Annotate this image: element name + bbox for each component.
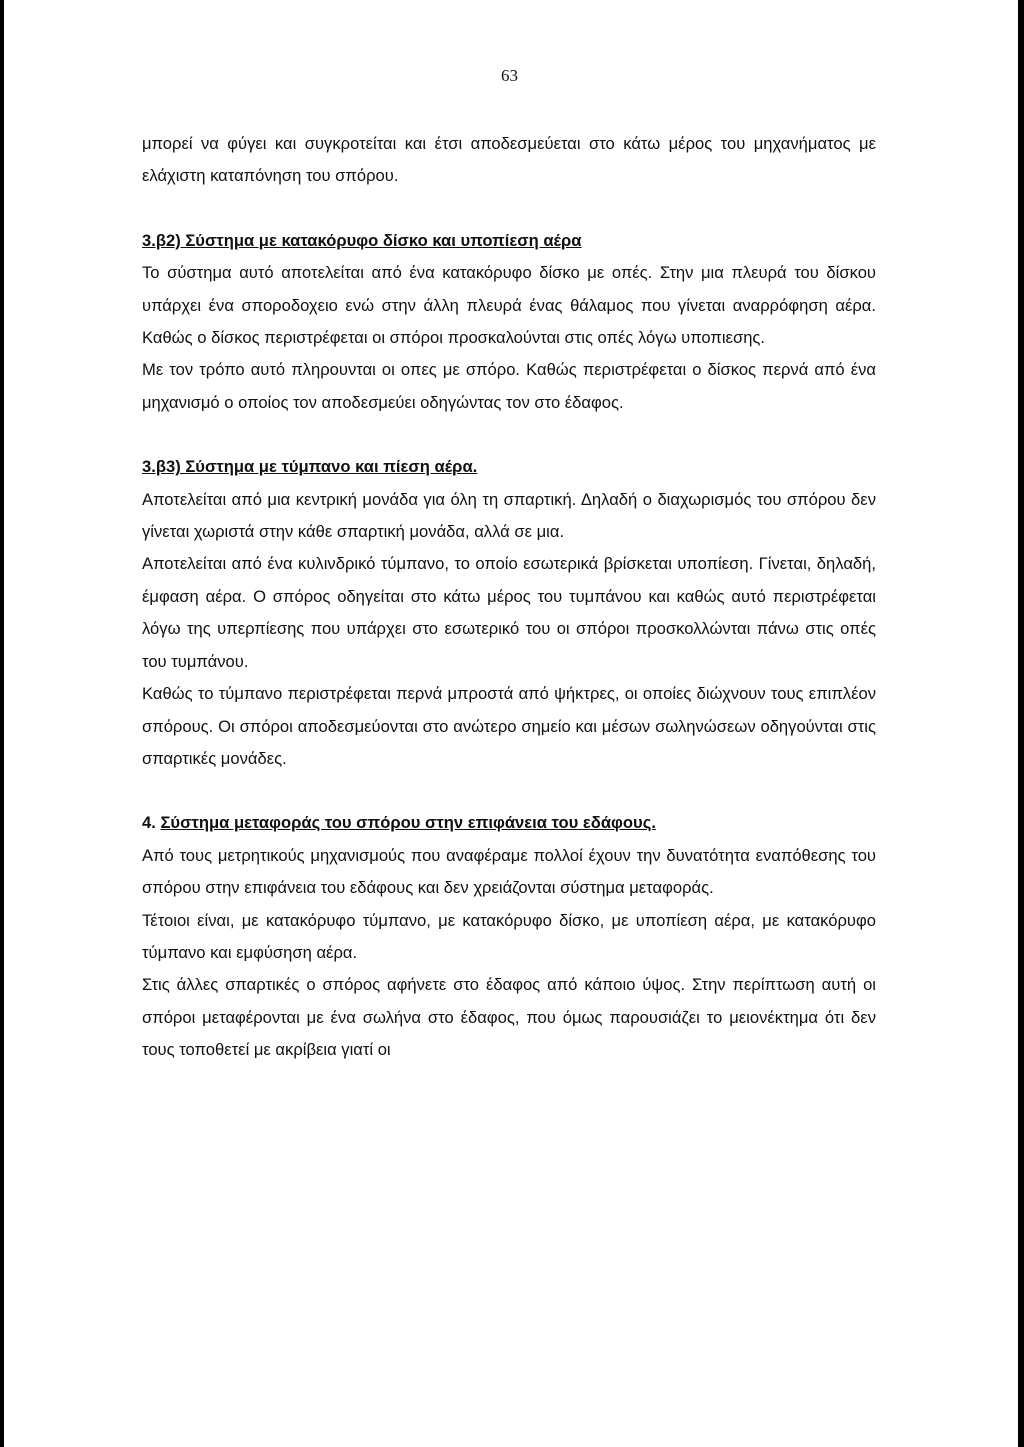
paragraph-gap	[142, 193, 876, 225]
section-title: Σύστημα μεταφοράς του σπόρου στην επιφάνεια του εδάφους.	[160, 813, 656, 833]
paragraph: Αποτελείται από ένα κυλινδρικό τύμπανο, το οποίο εσωτερικά βρίσκεται υποπίεση. Γίνεται, δηλαδή, έμφαση αέρα. Ο σπόρος οδηγείται στο κάτω μέρος του τυμπάνου και καθώς αυτό περιστρέφεται λόγω της υπερπίεσης που υπάρχει στο εσωτερικό του οι σπόροι προσκολλώνται πάνω στις οπές του τυμπάνου.	[142, 554, 876, 671]
paragraph: Στις άλλες σπαρτικές ο σπόρος αφήνετε στο έδαφος από κάποιο ύψος. Στην περίπτωση αυτή οι σπόροι μεταφέρονται με ένα σωλήνα στο έδαφος, που όμως παρουσιάζει το μειονέκτημα ότι δεν τους τοποθετεί με ακρίβεια γιατί οι	[142, 975, 876, 1060]
paragraph: Το σύστημα αυτό αποτελείται από ένα κατακόρυφο δίσκο με οπές. Στην μια πλευρά του δίσκου υπάρχει ένα σποροδοχειο ενώ στην άλλη πλευρά ένας θάλαμος που γίνεται αναρρόφηση αέρα. Καθώς ο δίσκος περιστρέφεται οι σπόροι προσκαλούνται στις οπές λόγω υποπιεσης.	[142, 263, 876, 348]
page-number: 63	[501, 66, 518, 85]
document-page	[4, 0, 1018, 1447]
paragraph: Από τους μετρητικούς μηχανισμούς που αναφέραμε πολλοί έχουν την δυνατότητα εναπόθεσης του σπόρου στην επιφάνεια του εδάφους και δεν χρειάζονται σύστημα μεταφοράς.	[142, 845, 876, 898]
section-heading-4	[142, 807, 876, 839]
paragraph: μπορεί να φύγει και συγκροτείται και έτσι αποδεσμεύεται στο κάτω μέρος του μηχανήματος με ελάχιστη καταπόνηση του σπόρου.	[142, 134, 876, 186]
section-heading-3b3: 3.β3) Σύστημα με τύμπανο και πίεση αέρα.	[142, 457, 478, 477]
section-heading-3b2: 3.β2) Σύστημα με κατακόρυφο δίσκο και υποπίεση αέρα	[142, 230, 582, 250]
paragraph-gap	[142, 775, 876, 807]
paragraph-gap	[142, 419, 876, 451]
section-number: 4.	[142, 813, 156, 833]
paragraph: Καθώς το τύμπανο περιστρέφεται περνά μπροστά από ψήκτρες, οι οποίες διώχνουν τους επιπλέον σπόρους. Οι σπόροι αποδεσμεύονται στο ανώτερο σημείο και μέσων σωληνώσεων οδηγούνται στις σπαρτικές μονάδες.	[142, 684, 876, 768]
document-body	[142, 128, 876, 1067]
paragraph: Με τον τρόπο αυτό πληρουνται οι οπες με σπόρο. Καθώς περιστρέφεται ο δίσκος περνά από ένα μηχανισμό ο οποίος τον αποδεσμεύει οδηγώντας τον στο έδαφος.	[142, 360, 876, 412]
paragraph: Τέτοιοι είναι, με κατακόρυφο τύμπανο, με κατακόρυφο δίσκο, με υποπίεση αέρα, με κατακόρυφο τύμπανο και εμφύσηση αέρα.	[142, 910, 876, 962]
paragraph: Αποτελείται από μια κεντρική μονάδα για όλη τη σπαρτική. Δηλαδή ο διαχωρισμός του σπόρου δεν γίνεται χωριστά στην κάθε σπαρτική μονάδα, αλλά σε μια.	[142, 489, 876, 542]
